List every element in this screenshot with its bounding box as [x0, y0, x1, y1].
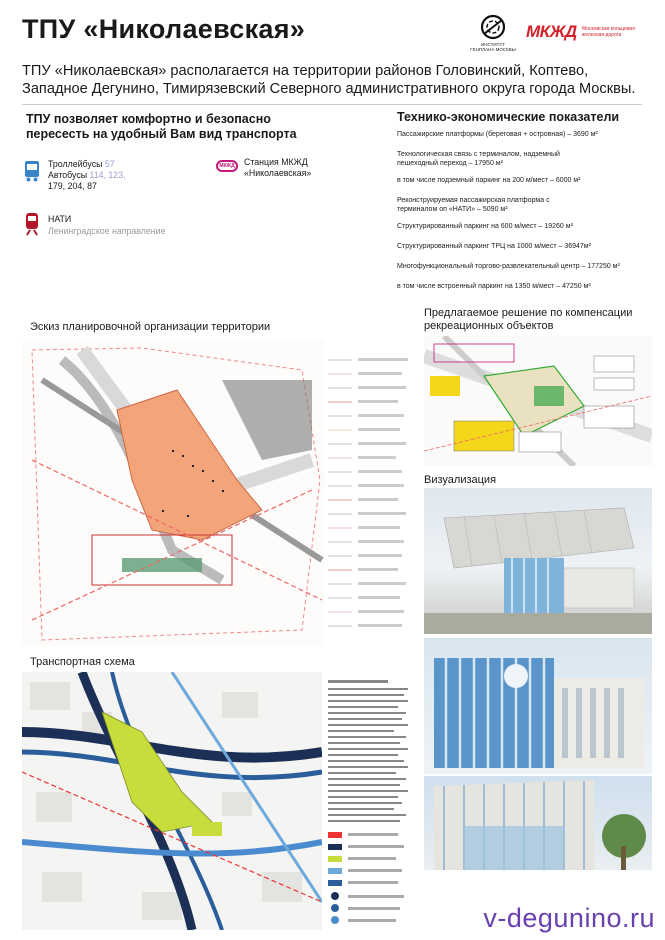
- visualization-render-aerial: [424, 488, 652, 634]
- transport-scheme-heading: Транспортная схема: [30, 656, 135, 668]
- planning-sketch-map: [22, 340, 414, 646]
- institute-logo: [470, 14, 516, 64]
- divider: [22, 104, 642, 105]
- mkzd-logo-text: МКЖД: [526, 22, 577, 41]
- mkzd-badge-icon: МКЖД: [216, 160, 238, 172]
- tei-list: [397, 130, 652, 299]
- bus-routes-1: 114, 123,: [89, 170, 126, 180]
- bus-label: Автобусы: [48, 170, 88, 180]
- trolley-row: [48, 159, 115, 169]
- mkzd-logo: [526, 22, 656, 50]
- tei-item: Пассажирские платформы (береговая + островная) – 3690 м²: [397, 131, 598, 138]
- nati-direction: Ленинградское направление: [48, 226, 166, 236]
- mkzd-logo-caption: Московская кольцевая железная дорога: [582, 26, 635, 38]
- visualization-render-facade: [424, 638, 652, 774]
- tei-item: Технологическая связь с терминалом, надземный пешеходный переход – 17950 м²: [397, 151, 560, 167]
- tei-item: Структурированный паркинг на 600 м/мест – 19260 м²: [397, 223, 573, 230]
- compensation-heading: Предлагаемое решение по компенсации рекреационных объектов: [424, 307, 633, 332]
- mkzd-station-line2: «Николаевская»: [244, 168, 312, 178]
- visualization-render-entrance: [424, 776, 652, 870]
- compensation-map: [424, 336, 652, 466]
- nati-label: НАТИ: [48, 214, 72, 224]
- transport-scheme-map: [22, 672, 414, 930]
- institute-logo-icon: [480, 14, 506, 40]
- bus-row: [48, 170, 126, 180]
- site-watermark: v-degunino.ru: [483, 903, 655, 933]
- tei-item: в том числе подземный паркинг на 200 м/мест – 6000 м²: [397, 177, 581, 184]
- tei-heading: Технико-экономические показатели: [397, 110, 620, 124]
- tei-item: в том числе встроенный паркинг на 1350 м/мест – 47250 м²: [397, 283, 591, 290]
- lead-heading: ТПУ позволяет комфортно и безопасно пересесть на удобный Вам вид транспорта: [26, 112, 297, 141]
- tei-item: Реконструируемая пассажирская платформа с терминалом оп «НАТИ» – 5090 м²: [397, 197, 550, 213]
- trolley-label: Троллейбусы: [48, 159, 103, 169]
- bus-icon: [24, 160, 40, 184]
- train-icon: [24, 212, 40, 236]
- sketch-heading: Эскиз планировочной организации территории: [30, 321, 271, 333]
- tei-item: Многофункциональный торгово-развлекательный центр – 177250 м²: [397, 263, 620, 270]
- trolley-routes: 57: [104, 159, 115, 169]
- institute-logo-caption: ИНСТИТУТ ГЕНПЛАНА МОСКВЫ: [470, 42, 516, 52]
- visualization-heading: Визуализация: [424, 474, 497, 486]
- mkzd-station-line1: Станция МКЖД: [244, 157, 308, 167]
- page-title: ТПУ «Николаевская»: [22, 14, 306, 44]
- tei-item: Структурированный паркинг ТРЦ на 1000 м/мест – 36947м²: [397, 243, 591, 250]
- bus-routes-2: 179, 204, 87: [48, 181, 97, 191]
- intro-text: ТПУ «Николаевская» располагается на территории районов Головинский, Коптево, Западное Дегунино, Тимирязевский Северного административного округа города Москвы.: [22, 63, 636, 97]
